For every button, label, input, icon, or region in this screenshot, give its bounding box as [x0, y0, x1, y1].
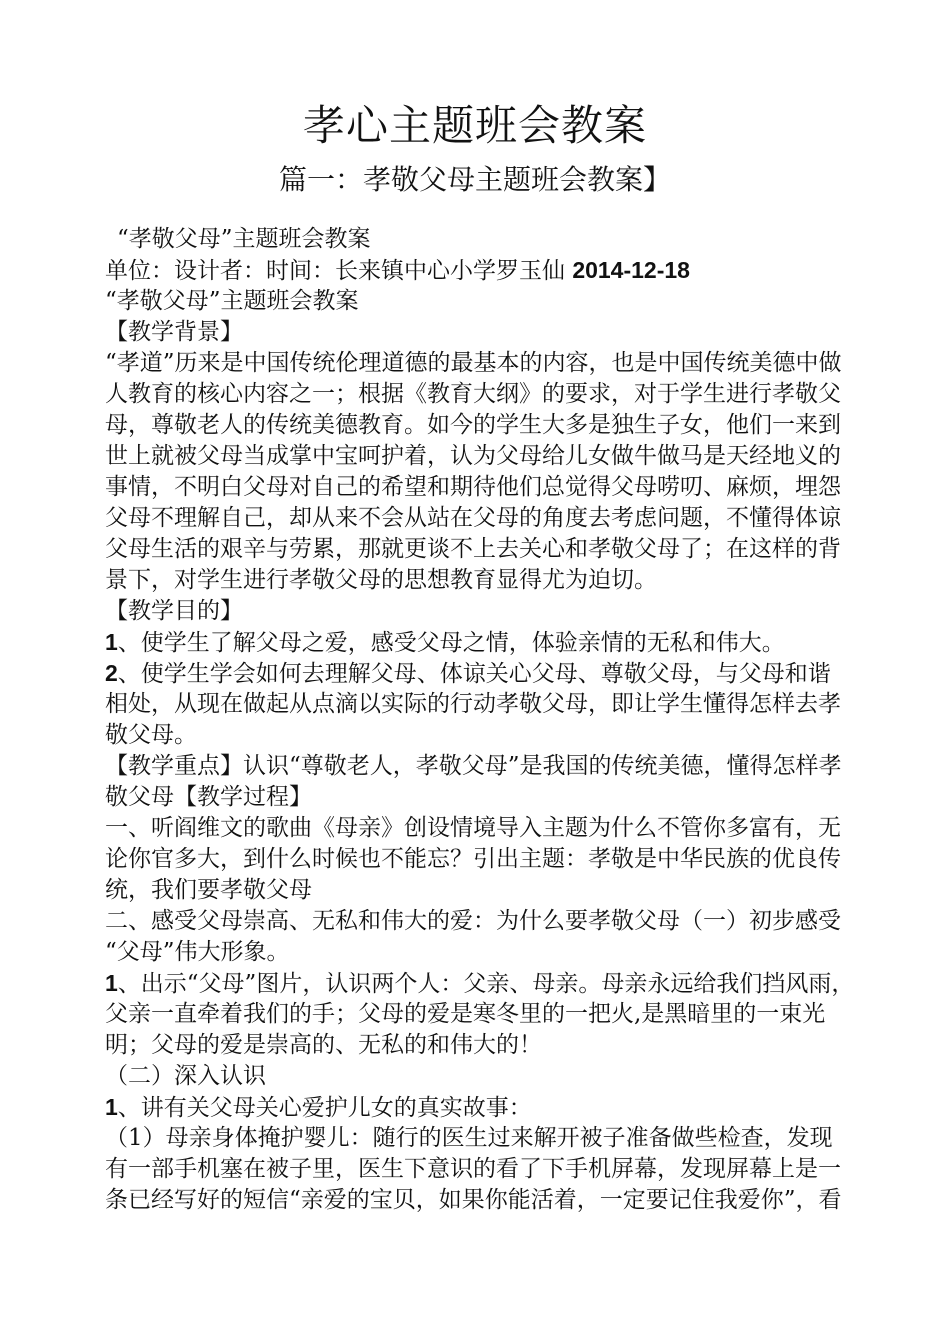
body-line: [105, 720, 855, 751]
body-line: [105, 875, 855, 906]
body-line: [105, 1185, 855, 1216]
body-line: [105, 348, 855, 379]
body-line: [105, 565, 855, 596]
line-text: 【教学重点】认识“尊敬老人，孝敬父母”是我国的传统美德，懂得怎样孝: [105, 753, 842, 779]
body-line: [105, 317, 855, 348]
body-line: [105, 255, 855, 286]
body-line: [105, 379, 855, 410]
line-text: “父母”伟大形象。: [105, 939, 290, 965]
body-line: [105, 658, 855, 689]
body-line: [105, 224, 855, 255]
line-text: 、讲有关父母关心爱护儿女的真实故事：: [117, 1095, 532, 1121]
line-text: 敬父母。: [105, 722, 197, 748]
body-line: [105, 534, 855, 565]
body-line: [105, 596, 855, 627]
body-line: [105, 286, 855, 317]
body-line: [105, 627, 855, 658]
line-text: 【教学背景】: [105, 319, 243, 345]
line-text: 有一部手机塞在被子里，医生下意识的看了下手机屏幕，发现屏幕上是一: [105, 1156, 841, 1182]
line-text: 统，我们要孝敬父母: [105, 877, 312, 903]
list-number: 1: [105, 1094, 118, 1120]
line-text: 世上就被父母当成掌中宝呵护着，认为父母给儿女做牛做马是天经地义的: [105, 443, 841, 469]
document-body: [105, 224, 855, 1216]
line-text: 景下，对学生进行孝敬父母的思想教育显得尤为迫切。: [105, 567, 657, 593]
line-text: 人教育的核心内容之一；根据《教育大纲》的要求，对于学生进行孝敬父: [105, 381, 841, 407]
body-line: [105, 441, 855, 472]
line-text: “孝道”历来是中国传统伦理道德的最基本的内容，也是中国传统美德中做: [105, 350, 842, 376]
line-text: （1）母亲身体掩护婴儿：随行的医生过来解开被子准备做些检查，发现: [105, 1125, 833, 1151]
body-line: [105, 503, 855, 534]
body-line: [105, 689, 855, 720]
body-line: [105, 1123, 855, 1154]
line-text: 敬父母【教学过程】: [105, 784, 312, 810]
body-line: [105, 844, 855, 875]
line-text: 事情，不明白父母对自己的希望和期待他们总觉得父母唠叨、麻烦，埋怨: [105, 474, 841, 500]
body-line: [105, 999, 855, 1030]
date-text: 2014-12-18: [572, 257, 690, 283]
body-line: [105, 937, 855, 968]
line-text: 论你官多大，到什么时候也不能忘？引出主题：孝敬是中华民族的优良传: [105, 846, 841, 872]
line-text: 相处，从现在做起从点滴以实际的行动孝敬父母，即让学生懂得怎样去孝: [105, 691, 841, 717]
body-line: [105, 813, 855, 844]
line-text: 、出示“父母”图片，认识两个人：父亲、母亲。母亲永远给我们挡风雨，: [117, 971, 855, 997]
body-line: [105, 968, 855, 999]
line-text: 父母生活的艰辛与劳累，那就更谈不上去关心和孝敬父母了；在这样的背: [105, 536, 841, 562]
list-number: 1: [105, 629, 118, 655]
line-text: 条已经写好的短信“亲爱的宝贝，如果你能活着，一定要记住我爱你”，看: [105, 1187, 842, 1213]
line-text: “孝敬父母”主题班会教案: [105, 288, 359, 314]
line-text: 明；父母的爱是崇高的、无私的和伟大的！: [105, 1032, 542, 1058]
body-line: [105, 472, 855, 503]
body-line: [105, 1154, 855, 1185]
line-text: 一、听阎维文的歌曲《母亲》创设情境导入主题为什么不管你多富有，无: [105, 815, 841, 841]
line-text: 单位：设计者：时间：长来镇中心小学罗玉仙: [105, 258, 573, 284]
list-number: 2: [105, 660, 118, 686]
document-subtitle: 篇一：孝敬父母主题班会教案】: [278, 163, 671, 196]
line-text: “孝敬父母”主题班会教案: [117, 226, 371, 252]
body-line: [105, 1030, 855, 1061]
line-text: 父母不理解自己，却从来不会从站在父母的角度去考虑问题，不懂得体谅: [105, 505, 841, 531]
body-line: [105, 410, 855, 441]
list-number: 1: [105, 970, 118, 996]
body-line: [105, 1061, 855, 1092]
line-text: 母，尊敬老人的传统美德教育。如今的学生大多是独生子女，他们一来到: [105, 412, 841, 438]
line-text: 、使学生了解父母之爱，感受父母之情，体验亲情的无私和伟大。: [117, 630, 785, 656]
line-text: 、使学生学会如何去理解父母、体谅关心父母、尊敬父母，与父母和谐: [117, 661, 831, 687]
line-text: 【教学目的】: [105, 598, 243, 624]
body-line: [105, 782, 855, 813]
document-title: 孝心主题班会教案: [302, 101, 647, 150]
line-text: 二、感受父母崇高、无私和伟大的爱：为什么要孝敬父母（一）初步感受: [105, 908, 841, 934]
body-line: [105, 751, 855, 782]
body-line: [105, 1092, 855, 1123]
line-text: （二）深入认识: [105, 1063, 266, 1089]
body-line: [105, 906, 855, 937]
line-text: 父亲一直牵着我们的手；父母的爱是寒冬里的一把火,是黑暗里的一束光: [105, 1001, 826, 1027]
